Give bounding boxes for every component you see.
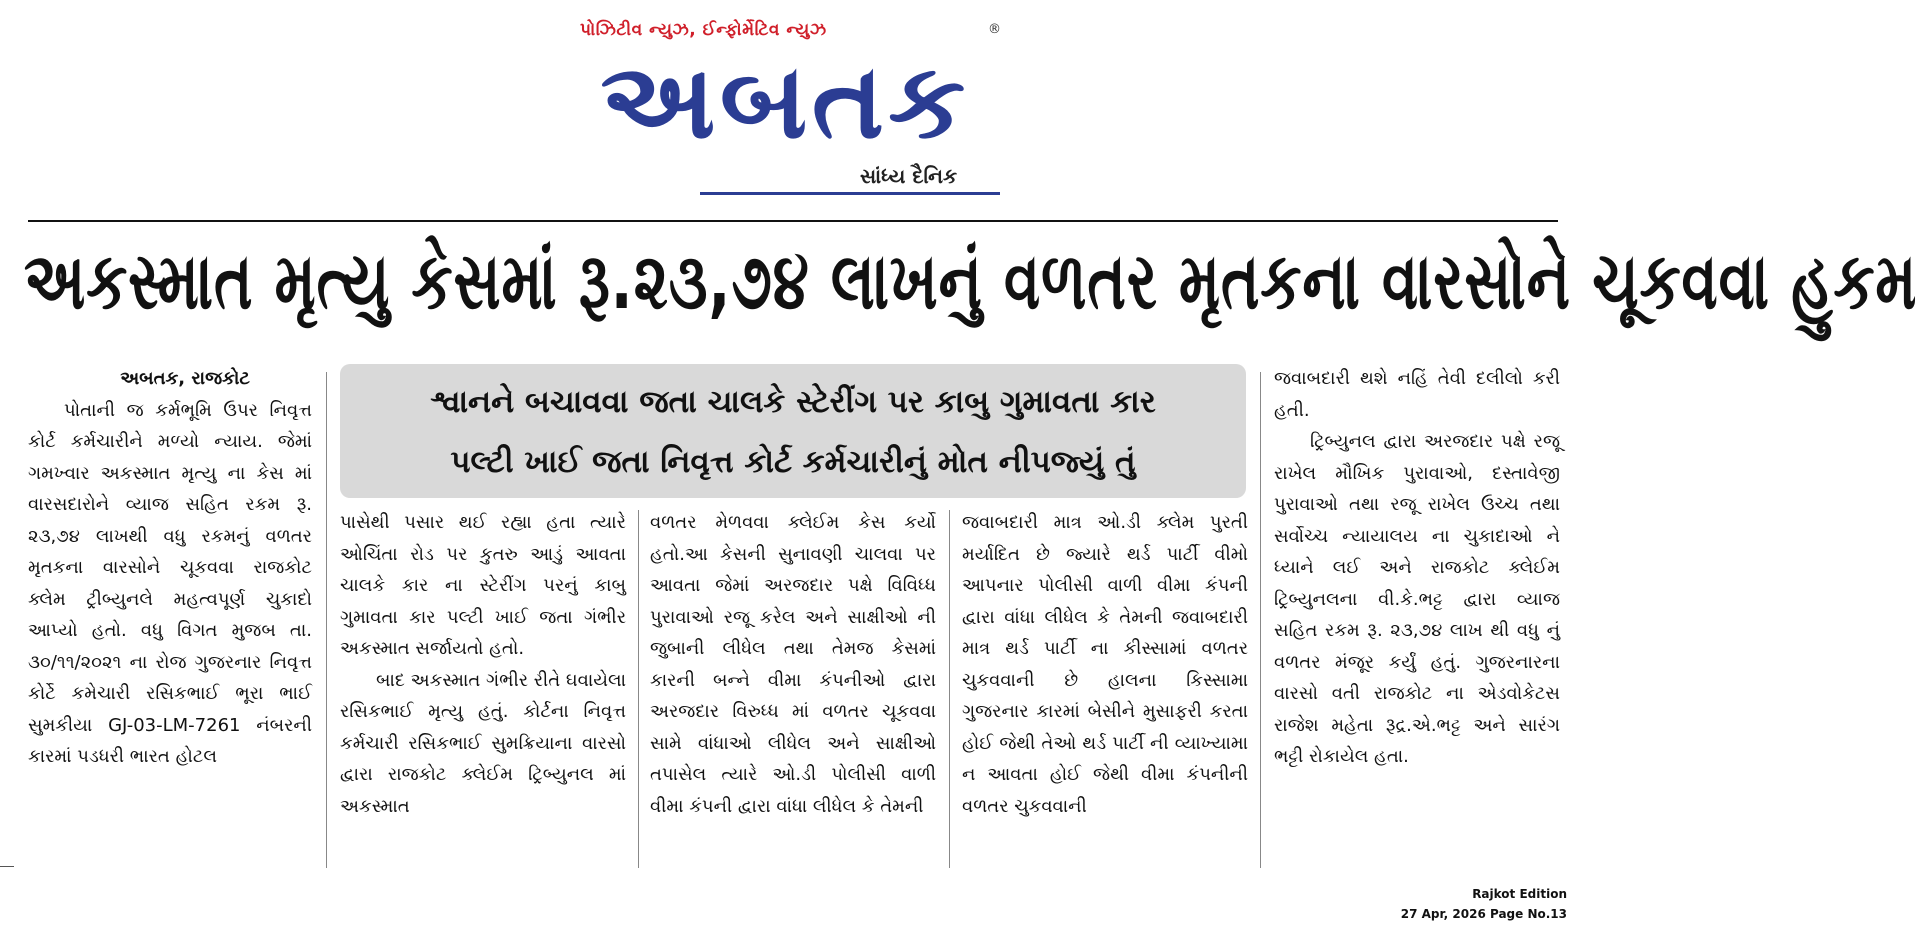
article-column-3 xyxy=(650,507,936,822)
margin-tick xyxy=(0,866,14,867)
article-paragraph: પાસેથી પસાર થઈ રહ્યા હતા ત્યારે ઓચિંતા રોડ પર કુતરુ આડું આવતા ચાલકે કાર ના સ્ટેરીંગ પરનું કાબુ ગુમાવતા કાર પલ્ટી ખાઈ જતા ગંભીર અકસ્માત સર્જાયતો હતો. xyxy=(340,512,626,659)
column-divider xyxy=(949,510,950,868)
subheadline-line-2: પલ્ટી ખાઈ જતા નિવૃત્ત કોર્ટ કર્મચારીનું મોત નીપજ્યું તું xyxy=(450,444,1136,480)
column-divider xyxy=(326,372,327,868)
article-paragraph: પોતાની જ કર્મભૂમિ ઉપર નિવૃત્ત કોર્ટ કર્મચારીને મળ્યો ન્યાય. જેમાં ગમખ્વાર અકસ્માત મૃત્યુ ના કેસ માં વારસદારોને વ્યાજ સહિત રકમ રૂ. ૨૩,૭૪ લાખથી વધુ રકમનું વળતર મૃતકના વારસોને ચૂકવવા રાજકોટ ક્લેમ ટ્રીબ્યુનલે મહત્વપૂર્ણ ચુકાદો આપ્યો હતો. વધુ વિગત મુજબ તા. ૩૦/૧૧/૨૦૨૧ ના રોજ ગુજરનાર નિવૃત્ત કોર્ટે કમેચારી રસિકભાઈ ભૂરા ભાઈ સુમકીયા GJ-03-LM-7261 નંબરની કારમાં પડધરી ભારત હોટલ xyxy=(28,399,312,767)
article-paragraph: બાદ અકસ્માત ગંભીર રીતે ઘવાયેલા રસિકભાઈ મૃત્યુ હતું. કોર્ટના નિવૃત્ત કર્મચારી રસિકભાઈ સુમક્રિયાના વારસો દ્વારા રાજકોટ ક્લેઈમ ટ્રિબ્યુનલ માં અકસ્માત xyxy=(340,669,626,817)
masthead-subtitle: સાંધ્ય દૈનિક xyxy=(860,164,958,188)
subheadline-line-1: શ્વાનને બચાવવા જતા ચાલકે સ્ટેરીંગ પર કાબુ ગુમાવતા કાર xyxy=(430,384,1156,420)
article-subheadline xyxy=(340,364,1246,498)
masthead-underline xyxy=(700,192,1000,195)
article-paragraph: જવાબદારી માત્ર ઓ.ડી ક્લેમ પુરતી મર્યાદિત છે જ્યારે થર્ડ પાર્ટી વીમો આપનાર પોલીસી વાળી વીમા કંપની દ્વારા વાંધા લીધેલ કે તેમની જવાબદારી માત્ર થર્ડ પાર્ટી ના કીસ્સામાં વળતર ચુકવવાની છે હાલના કિસ્સામા ગુજરનાર કારમાં બેસીને મુસાફરી કરતા હોઈ જેથી તેઓ થર્ડ પાર્ટી ની વ્યાખ્યામા ન આવતા હોઈ જેથી વીમા કંપનીની વળતર ચુકવવાની xyxy=(962,512,1248,817)
masthead xyxy=(560,14,1010,204)
edition-name: Rajkot Edition xyxy=(1472,887,1567,901)
article-headline xyxy=(24,226,1917,336)
article-paragraph: વળતર મેળવવા ક્લેઈમ કેસ કર્યો હતો.આ કેસની સુનાવણી ચાલવા પર આવતા જેમાં અરજદાર પક્ષે વિવિધ્ધ પુરાવાઓ રજૂ કરેલ અને સાક્ષીઓ ની જુબાની લીધેલ તથા તેમજ કેસમાં કારની બન્ને વીમા કંપનીઓ દ્વારા અરજદાર વિરુધ્ધ માં વળતર ચૂકવવા સામે વાંધાઓ લીધેલ અને સાક્ષીઓ તપાસેલ ત્યારે ઓ.ડી પોલીસી વાળી વીમા કંપની દ્વારા વાંધા લીધેલ કે તેમની xyxy=(650,512,936,817)
masthead-tagline: પોઝિટીવ ન્યુઝ, ઈન્ફોર્મેટિવ ન્યુઝ xyxy=(580,20,827,40)
edition-date-page: 27 Apr, 2026 Page No.13 xyxy=(1400,907,1567,921)
article-headline-text: અકસ્માત મૃત્યુ કેસમાં રૂ.૨૩,૭૪ લાખનું વળતર મૃતકના વારસોને ચૂકવવા હુકમ xyxy=(24,235,1917,327)
column-divider xyxy=(1260,372,1261,868)
article-byline: અબતક, રાજકોટ xyxy=(120,368,250,389)
edition-info xyxy=(1401,884,1567,924)
article-column-2 xyxy=(340,507,626,822)
registered-mark: ® xyxy=(988,22,1001,37)
article-paragraph: ટ્રિબ્યુનલ દ્વારા અરજદાર પક્ષે રજૂ રાખેલ મૌખિક પુરાવાઓ, દસ્તાવેજી પુરાવાઓ તથા રજૂ રાખેલ ઉચ્ચ તથા સર્વોચ્ચ ન્યાયાલય ના ચુકાદાઓ ને ધ્યાને લઈ અને રાજકોટ ક્લેઈમ ટ્રિબ્યુનલના વી.કે.ભટ્ટ દ્વારા વ્યાજ સહિત રકમ રૂ. ૨૩,૭૪ લાખ થી વધુ નું વળતર મંજૂર કર્યું હતું. ગુજરનારના વારસો વતી રાજકોટ ના એડવોકેટસ રાજેશ મહેતા રૂદ્ર.એ.ભટ્ટ અને સારંગ ભટ્ટી રોકાયેલ હતા. xyxy=(1274,431,1560,767)
article-column-5 xyxy=(1274,363,1560,773)
article-paragraph: જવાબદારી થશે નહિં તેવી દલીલો કરી હતી. xyxy=(1274,368,1560,421)
column-divider xyxy=(638,510,639,868)
article-column-1 xyxy=(28,363,312,773)
article-column-4 xyxy=(962,507,1248,822)
newspaper-logo: અબતક xyxy=(600,40,970,162)
